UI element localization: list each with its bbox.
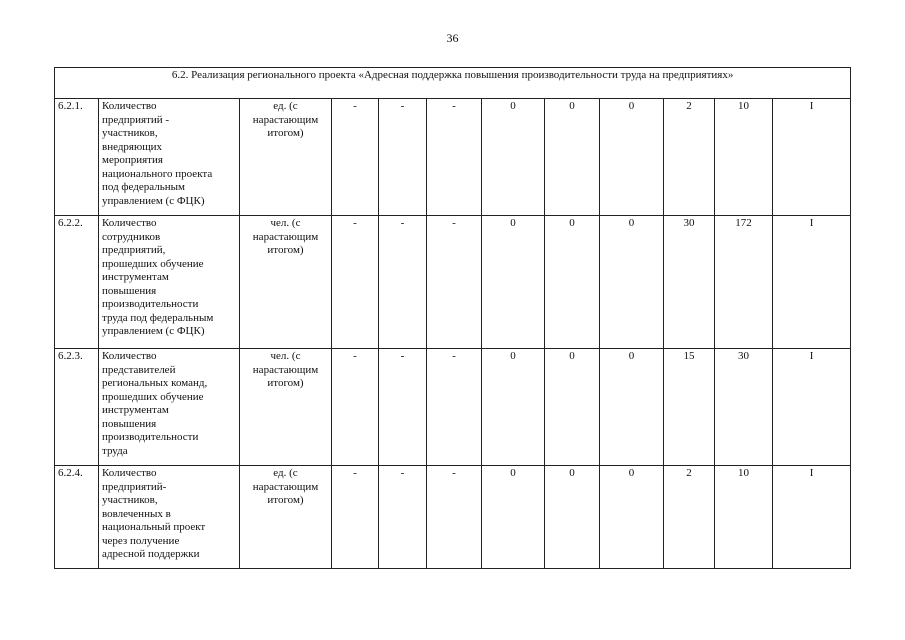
value-cell: 30 <box>715 349 773 466</box>
value-cell: 10 <box>715 466 773 569</box>
value-cell: - <box>427 216 482 349</box>
value-cell: I <box>773 349 851 466</box>
row-number: 6.2.3. <box>55 349 99 466</box>
value-cell: 0 <box>482 99 545 216</box>
unit-of-measure: чел. (с нарастающим итогом) <box>240 349 332 466</box>
unit-of-measure: ед. (с нарастающим итогом) <box>240 466 332 569</box>
table-row <box>55 99 851 216</box>
value-cell: - <box>332 349 379 466</box>
indicators-table <box>54 67 851 569</box>
indicator-description: Количество сотрудников предприятий, прошедших обучение инструментам повышения производительности труда под федеральным управлением (с ФЦК) <box>99 216 240 349</box>
value-cell: 0 <box>600 99 664 216</box>
value-cell: 0 <box>545 216 600 349</box>
value-cell: 2 <box>664 99 715 216</box>
value-cell: - <box>427 99 482 216</box>
value-cell: 0 <box>482 349 545 466</box>
value-cell: - <box>427 349 482 466</box>
value-cell: - <box>379 466 427 569</box>
indicator-description: Количество предприятий - участников, внедряющих мероприятия национального проекта под федеральным управлением (с ФЦК) <box>99 99 240 216</box>
table-row <box>55 349 851 466</box>
value-cell: - <box>332 99 379 216</box>
value-cell: - <box>427 466 482 569</box>
unit-of-measure: чел. (с нарастающим итогом) <box>240 216 332 349</box>
value-cell: - <box>379 349 427 466</box>
value-cell: 0 <box>545 99 600 216</box>
value-cell: I <box>773 99 851 216</box>
indicator-description: Количество представителей региональных команд, прошедших обучение инструментам повышения производительности труда <box>99 349 240 466</box>
value-cell: - <box>379 216 427 349</box>
value-cell: 0 <box>600 216 664 349</box>
value-cell: 30 <box>664 216 715 349</box>
row-number: 6.2.1. <box>55 99 99 216</box>
value-cell: 2 <box>664 466 715 569</box>
row-number: 6.2.2. <box>55 216 99 349</box>
value-cell: 0 <box>545 349 600 466</box>
row-number: 6.2.4. <box>55 466 99 569</box>
value-cell: 0 <box>545 466 600 569</box>
value-cell: - <box>379 99 427 216</box>
value-cell: I <box>773 216 851 349</box>
table-row <box>55 216 851 349</box>
value-cell: 0 <box>482 216 545 349</box>
value-cell: 172 <box>715 216 773 349</box>
value-cell: I <box>773 466 851 569</box>
indicator-description: Количество предприятий- участников, вовлеченных в национальный проект через получение адресной поддержки <box>99 466 240 569</box>
value-cell: 10 <box>715 99 773 216</box>
value-cell: 0 <box>600 466 664 569</box>
value-cell: - <box>332 466 379 569</box>
unit-of-measure: ед. (с нарастающим итогом) <box>240 99 332 216</box>
value-cell: 0 <box>600 349 664 466</box>
value-cell: - <box>332 216 379 349</box>
page-number: 36 <box>446 31 459 45</box>
value-cell: 0 <box>482 466 545 569</box>
table-row <box>55 466 851 569</box>
section-title: 6.2. Реализация регионального проекта «Адресная поддержка повышения производительности труда на предприятиях» <box>55 68 851 99</box>
value-cell: 15 <box>664 349 715 466</box>
